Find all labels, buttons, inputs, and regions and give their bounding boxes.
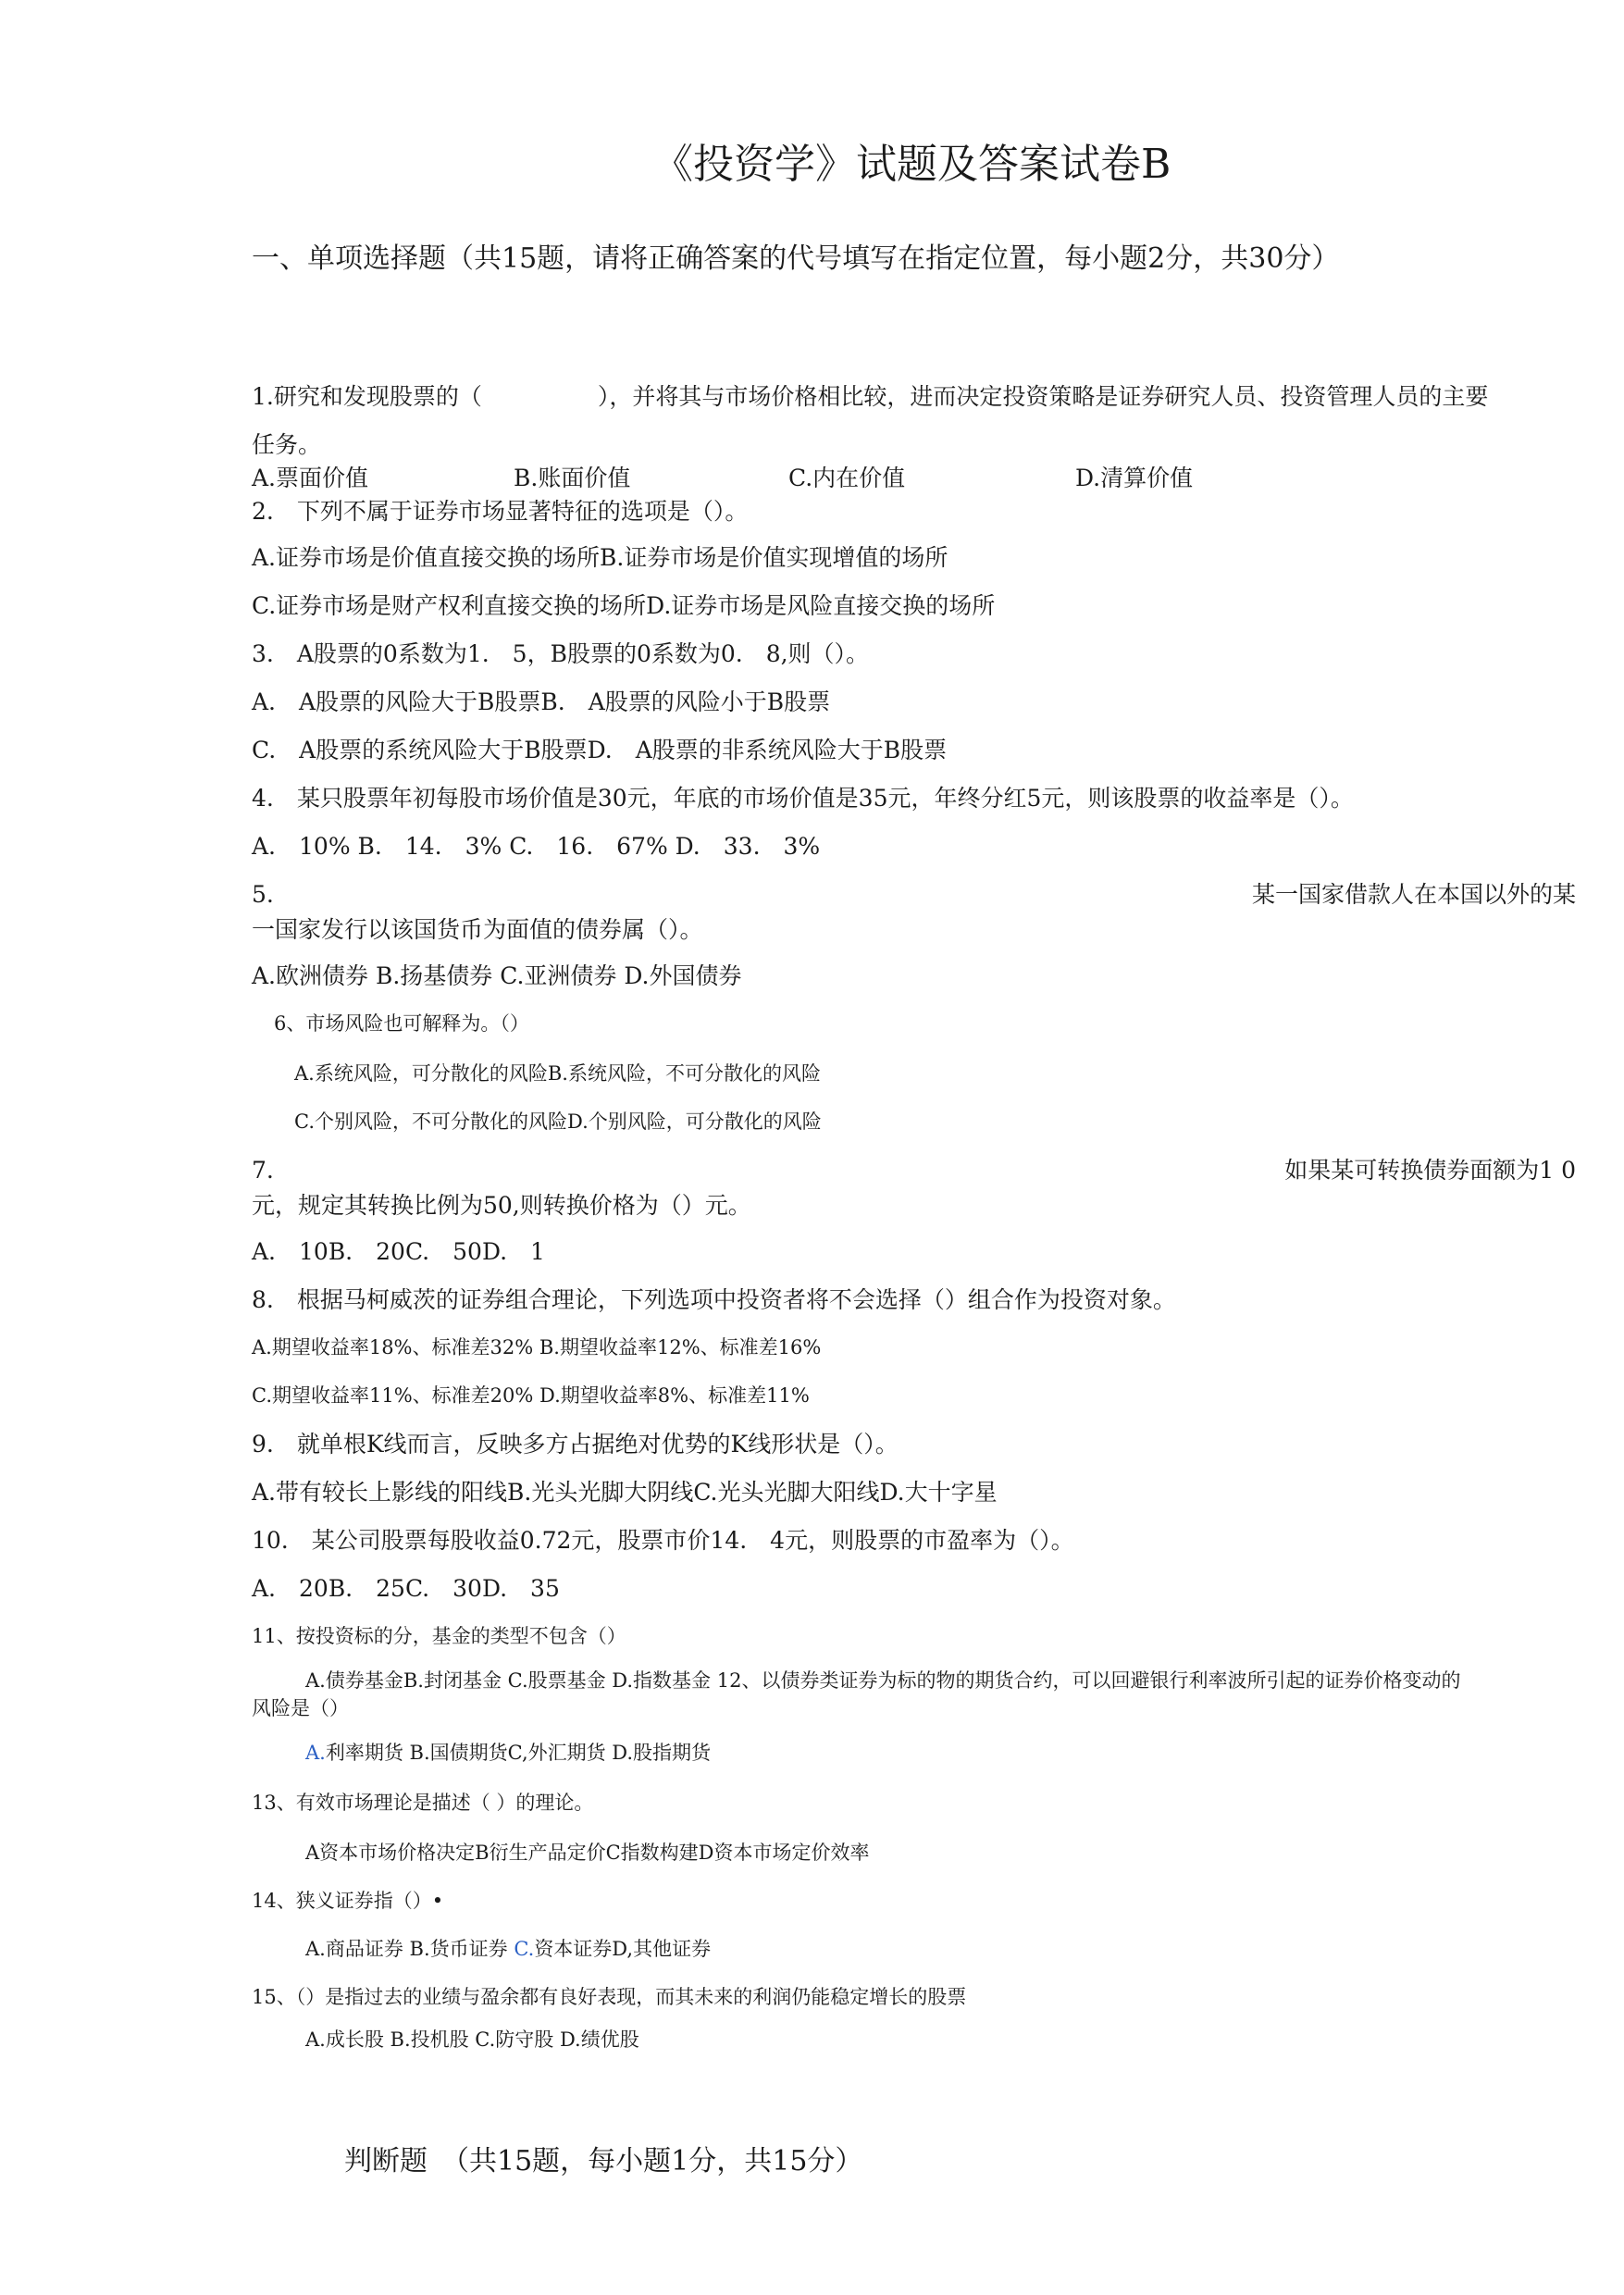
page-title: 《投资学》试题及答案试卷B [652,141,1172,188]
question-6-stem: 6、市场风险也可解释为。（） [274,1012,529,1035]
question-4-options: A. 10% B. 14. 3% C. 16. 67% D. 33. 3% [252,833,821,860]
question-1-option-c: C.内在价值 [788,465,906,491]
question-11-options-line1: A.债券基金B.封闭基金 C.股票基金 D.指数基金 12、以债券类证券为标的物的期货合约，可以回避银行利率波所引起的证券价格变动的 [305,1669,1461,1692]
question-14-stem: 14、狭义证券指（）• [252,1890,444,1912]
question-1-option-d: D.清算价值 [1075,465,1194,491]
question-7-stem-start: 如果某可转换债券面额为1 0 [1284,1157,1576,1184]
question-14-option-c-letter: C. [514,1938,535,1960]
question-3-stem: 3. A股票的0系数为1. 5，B股票的0系数为0. 8,则（）。 [252,640,870,667]
question-7-options: A. 10B. 20C. 50D. 1 [252,1238,545,1265]
question-7-stem-end: 元，规定其转换比例为50,则转换价格为（）元。 [252,1192,751,1219]
question-5-number: 5. [252,881,274,908]
question-1-option-a: A.票面价值 [252,465,369,491]
question-5-stem-end: 一国家发行以该国货币为面值的债券属（）。 [252,916,703,943]
question-8-options-line1: A.期望收益率18%、标准差32% B.期望收益率12%、标准差16% [252,1336,822,1358]
question-8-stem: 8. 根据马柯威茨的证券组合理论，下列选项中投资者将不会选择（）组合作为投资对象。 [252,1286,1176,1313]
question-14-options-rest: 资本证券D,其他证券 [534,1938,712,1960]
question-2-options-line1: A.证券市场是价值直接交换的场所B.证券市场是价值实现增值的场所 [252,544,948,571]
question-3-options-line2: C. A股票的系统风险大于B股票D. A股票的非系统风险大于B股票 [252,737,948,763]
section-heading-single-choice: 一、单项选择题（共15题，请将正确答案的代号填写在指定位置，每小题2分，共30分） [252,242,1340,275]
question-4-stem: 4. 某只股票年初每股市场价值是30元，年底的市场价值是35元，年终分红5元，则该股票的收益率是（）。 [252,785,1354,812]
question-5-options: A.欧洲债券 B.扬基债券 C.亚洲债券 D.外国债券 [252,962,742,989]
question-14-options-ab: A.商品证券 B.货币证券 [305,1938,514,1960]
question-5-stem-start: 某一国家借款人在本国以外的某 [1251,881,1576,908]
question-7-number: 7. [252,1157,274,1184]
question-2-options-line2: C.证券市场是财产权利直接交换的场所D.证券市场是风险直接交换的场所 [252,592,996,619]
question-12-option-a-letter: A. [305,1742,326,1764]
question-3-options-line1: A. A股票的风险大于B股票B. A股票的风险小于B股票 [252,688,831,715]
question-11-stem: 11、按投资标的分，基金的类型不包含（） [252,1625,626,1647]
question-11-options-line2: 风险是（） [252,1697,349,1719]
question-12-options-rest: 利率期货 B.国债期货C,外汇期货 D.股指期货 [325,1742,712,1764]
question-1-line1: 1.研究和发现股票的（ ），并将其与市场价格相比较，进而决定投资策略是证券研究人员、投资管理人员的主要 [252,383,1489,410]
question-1-line2: 任务。 [252,431,322,458]
question-15-options: A.成长股 B.投机股 C.防守股 D.绩优股 [305,2028,639,2051]
question-6-options-line2: C.个别风险，不可分散化的风险D.个别风险，可分散化的风险 [294,1110,822,1133]
question-8-options-line2: C.期望收益率11%、标准差20% D.期望收益率8%、标准差11% [252,1384,810,1407]
section-heading-true-false: 判断题 （共15题，每小题1分，共15分） [344,2145,863,2177]
question-12-options [305,1742,711,1765]
question-14-options [305,1938,711,1961]
question-9-options: A.带有较长上影线的阳线B.光头光脚大阴线C.光头光脚大阳线D.大十字星 [252,1479,998,1506]
question-6-options-line1: A.系统风险，可分散化的风险B.系统风险，不可分散化的风险 [294,1062,821,1085]
question-13-options: A资本市场价格决定B衍生产品定价C指数构建D资本市场定价效率 [305,1842,870,1864]
question-2-stem: 2. 下列不属于证券市场显著特征的选项是（）。 [252,498,749,525]
question-10-stem: 10. 某公司股票每股收益0.72元，股票市价14. 4元，则股票的市盈率为（）。 [252,1527,1074,1554]
question-1-option-b: B.账面价值 [514,465,631,491]
question-13-stem: 13、有效市场理论是描述（ ）的理论。 [252,1792,594,1814]
question-15-stem: 15、（）是指过去的业绩与盈余都有良好表现，而其未来的利润仍能稳定增长的股票 [252,1986,967,2008]
question-10-options: A. 20B. 25C. 30D. 35 [252,1575,560,1602]
question-9-stem: 9. 就单根K线而言，反映多方占据绝对优势的K线形状是（）。 [252,1431,899,1458]
